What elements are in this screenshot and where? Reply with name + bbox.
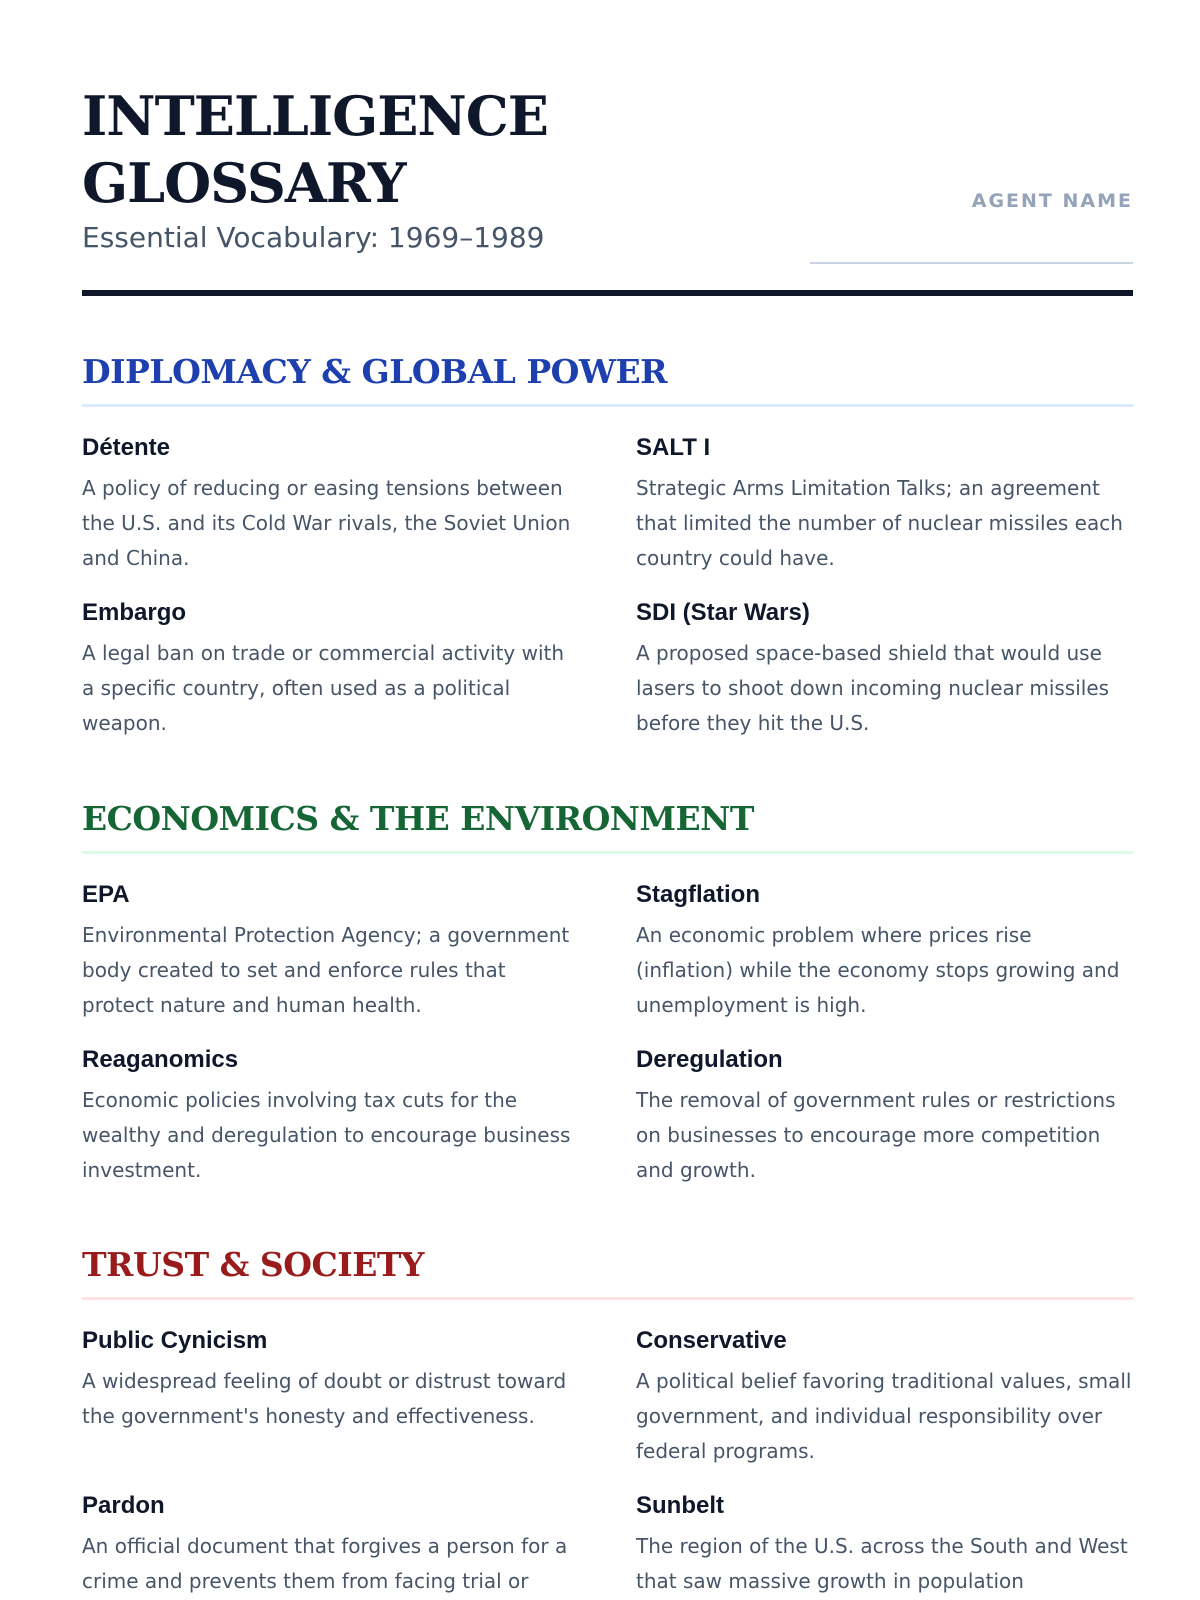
term-entry: [636, 433, 1133, 576]
term-name: Reaganomics: [82, 1046, 239, 1073]
section-trust: [82, 1243, 1133, 1599]
page-title-line-2: GLOSSARY: [82, 151, 406, 215]
term-entry: [636, 1045, 1133, 1188]
term-entry: [82, 1326, 579, 1469]
term-entry: [636, 1491, 1133, 1599]
term-name: SALT I: [636, 434, 711, 461]
term-grid: [82, 1326, 1133, 1599]
term-name: Embargo: [82, 599, 187, 626]
term-definition: Economic policies involving tax cuts for the wealthy and deregulation to encourage business investment.: [82, 1088, 571, 1182]
page-subtitle: Essential Vocabulary: 1969–1989: [82, 221, 545, 254]
term-grid: [82, 880, 1133, 1188]
term-name: Deregulation: [636, 1046, 783, 1073]
agent-name-label: AGENT NAME: [971, 190, 1133, 212]
term-entry: [82, 598, 579, 741]
term-grid: [82, 433, 1133, 741]
page-title-line-1: INTELLIGENCE: [82, 84, 548, 148]
term-name: EPA: [82, 881, 130, 908]
term-definition: The region of the U.S. across the South and West that saw massive growth in population: [636, 1534, 1128, 1593]
term-definition: A widespread feeling of doubt or distrust toward the government's honesty and effectiveness.: [82, 1369, 567, 1428]
term-entry: [82, 1045, 579, 1188]
section-title-diplomacy: DIPLOMACY & GLOBAL POWER: [82, 350, 1133, 407]
term-entry: [636, 598, 1133, 741]
section-title-economics: ECONOMICS & THE ENVIRONMENT: [82, 797, 1133, 854]
term-name: Conservative: [636, 1327, 787, 1354]
term-name: Sunbelt: [636, 1492, 724, 1519]
term-name: Pardon: [82, 1492, 165, 1519]
term-definition: A legal ban on trade or commercial activity with a specific country, often used as a political weapon.: [82, 641, 565, 735]
term-definition: A proposed space-based shield that would use lasers to shoot down incoming nuclear missiles before they hit the U.S.: [636, 641, 1110, 735]
term-definition: A political belief favoring traditional values, small government, and individual responsibility over federal programs.: [636, 1369, 1132, 1463]
term-entry: [636, 1326, 1133, 1469]
term-definition: Strategic Arms Limitation Talks; an agreement that limited the number of nuclear missiles each country could have.: [636, 476, 1123, 570]
term-name: Détente: [82, 434, 171, 461]
term-name: Stagflation: [636, 881, 760, 908]
agent-name-field[interactable]: [810, 262, 1133, 264]
header-divider: [82, 290, 1133, 296]
term-name: SDI (Star Wars): [636, 599, 810, 626]
term-definition: The removal of government rules or restrictions on businesses to encourage more competition and growth.: [636, 1088, 1116, 1182]
term-entry: [636, 880, 1133, 1023]
term-definition: Environmental Protection Agency; a government body created to set and enforce rules that protect nature and human health.: [82, 923, 570, 1017]
section-economics: [82, 797, 1133, 1188]
term-name: Public Cynicism: [82, 1327, 268, 1354]
term-entry: [82, 880, 579, 1023]
term-definition: An economic problem where prices rise (inflation) while the economy stops growing and unemployment is high.: [636, 923, 1120, 1017]
section-diplomacy: [82, 350, 1133, 741]
term-definition: An official document that forgives a person for a crime and prevents them from facing trial or: [82, 1534, 568, 1593]
section-title-trust: TRUST & SOCIETY: [82, 1243, 1133, 1300]
glossary-page: [82, 0, 1133, 1593]
page-header: [82, 0, 1133, 300]
term-entry: [82, 1491, 579, 1599]
term-entry: [82, 433, 579, 576]
term-definition: A policy of reducing or easing tensions between the U.S. and its Cold War rivals, the Soviet Union and China.: [82, 476, 571, 570]
